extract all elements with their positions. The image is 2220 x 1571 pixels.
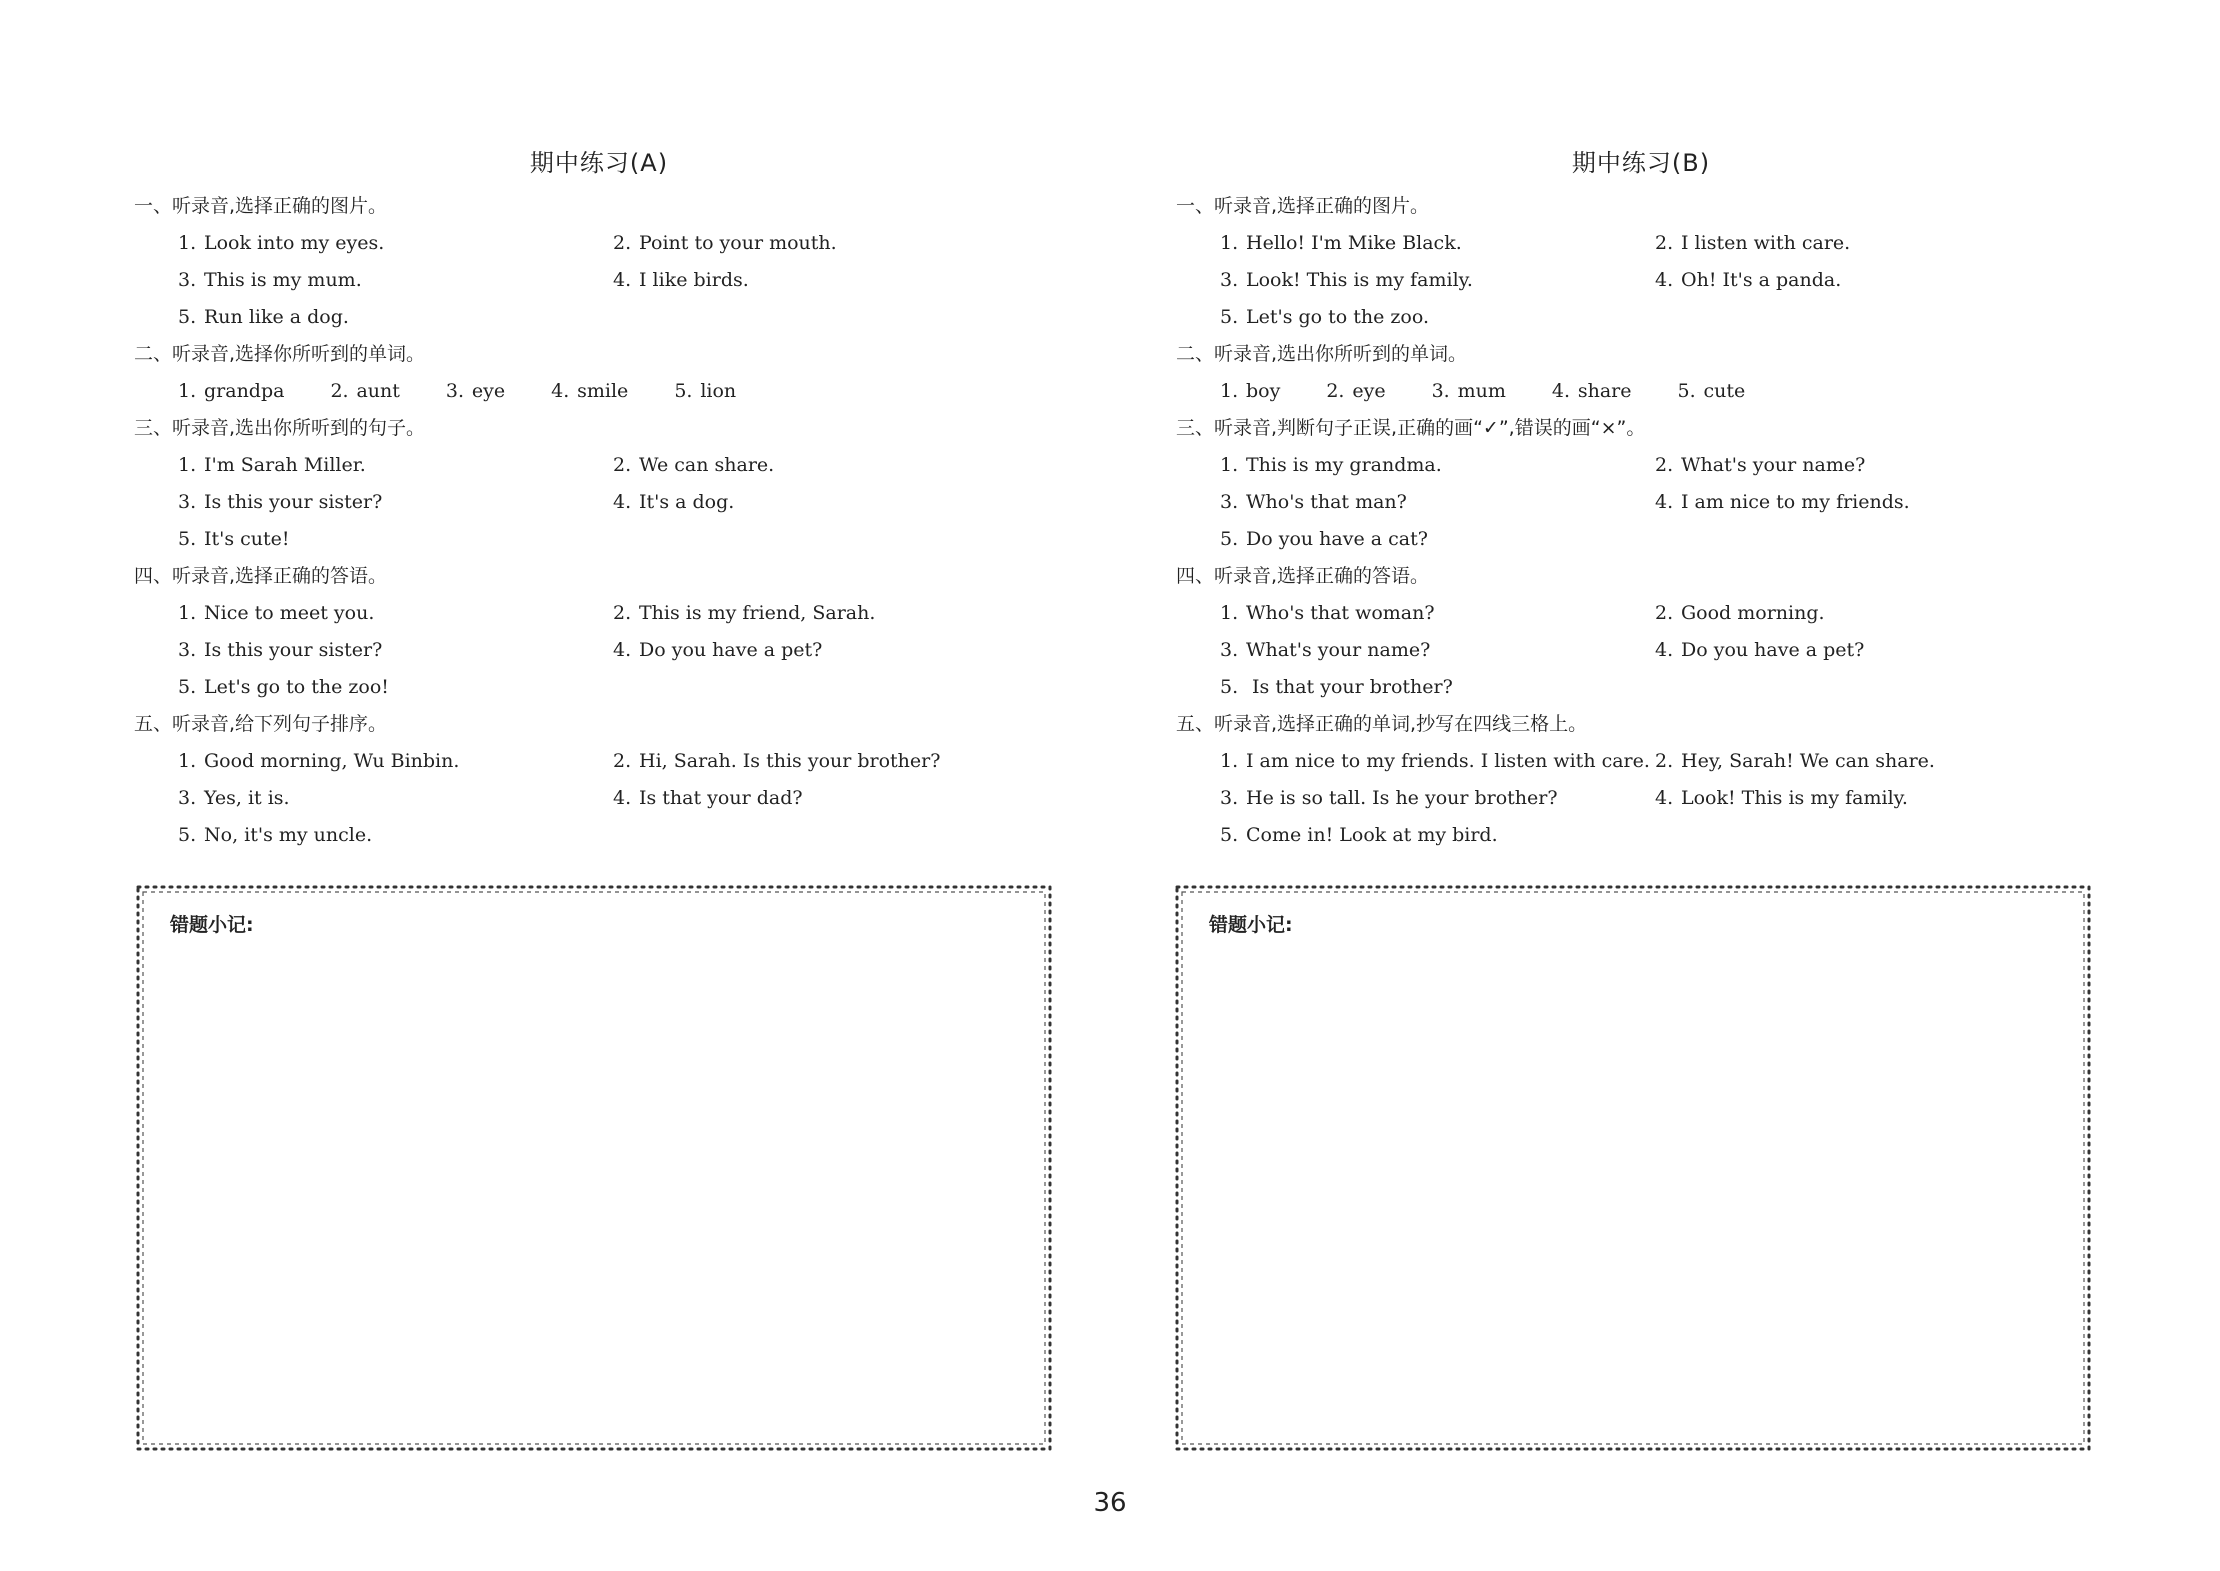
section-2	[1176, 336, 2106, 410]
question-text: lion	[700, 380, 737, 402]
question-text: Good morning.	[1681, 602, 1825, 624]
question-text: Good morning, Wu Binbin.	[204, 750, 460, 772]
question-item	[1655, 743, 2090, 780]
question-list	[1176, 373, 2106, 410]
question-number: 4.	[1655, 269, 1674, 291]
question-number: 2.	[613, 454, 632, 476]
question-number: 4.	[613, 787, 632, 809]
question-number: 2.	[330, 380, 349, 402]
question-item	[613, 632, 1048, 669]
question-number: 2.	[1655, 750, 1674, 772]
question-item	[1655, 262, 2090, 299]
question-number: 3.	[178, 491, 197, 513]
question-item	[613, 484, 1048, 521]
question-item	[446, 373, 505, 410]
question-item	[1655, 225, 2090, 262]
question-item	[613, 595, 1048, 632]
question-text: cute	[1703, 380, 1746, 402]
section-5	[134, 706, 1064, 854]
section-3	[1176, 410, 2106, 558]
question-number: 4.	[1655, 639, 1674, 661]
question-number: 5.	[178, 528, 197, 550]
question-number: 2.	[1655, 454, 1674, 476]
exercise-b	[1176, 138, 2106, 854]
question-number: 1.	[1220, 380, 1239, 402]
section-heading: 一、听录音,选择正确的图片。	[1176, 195, 1430, 217]
question-item	[1220, 373, 1280, 410]
question-text: Hello! I'm Mike Black.	[1246, 232, 1462, 254]
question-list	[134, 595, 1064, 706]
dotted-border	[134, 883, 1054, 1453]
question-item	[613, 262, 1048, 299]
section-heading: 五、听录音,选择正确的单词,抄写在四线三格上。	[1176, 713, 1588, 735]
question-number: 5.	[1220, 676, 1239, 698]
question-text: I'm Sarah Miller.	[204, 454, 366, 476]
question-text: Is that your brother?	[1246, 676, 1453, 698]
question-list	[134, 373, 1064, 410]
question-text: It's cute!	[204, 528, 290, 550]
question-number: 4.	[613, 269, 632, 291]
question-text: Hi, Sarah. Is this your brother?	[639, 750, 941, 772]
exercise-a	[134, 138, 1064, 854]
question-number: 3.	[1431, 380, 1450, 402]
question-text: What's your name?	[1246, 639, 1431, 661]
question-item	[178, 447, 613, 484]
question-item	[1655, 484, 2090, 521]
question-text: I am nice to my friends.	[1681, 491, 1910, 513]
question-number: 2.	[613, 232, 632, 254]
question-text: Run like a dog.	[204, 306, 349, 328]
question-item	[1220, 299, 1655, 336]
question-text: This is my mum.	[204, 269, 362, 291]
question-text: This is my friend, Sarah.	[639, 602, 876, 624]
question-item	[1220, 632, 1655, 669]
question-item	[1220, 817, 1655, 854]
exercise-a-sections	[134, 188, 1064, 854]
section-1	[134, 188, 1064, 336]
question-text: It's a dog.	[639, 491, 735, 513]
question-text: I like birds.	[639, 269, 749, 291]
question-number: 2.	[1655, 602, 1674, 624]
question-item	[178, 484, 613, 521]
question-item	[1220, 595, 1655, 632]
section-heading: 二、听录音,选出你所听到的单词。	[1176, 343, 1468, 365]
question-number: 2.	[613, 602, 632, 624]
question-number: 3.	[178, 269, 197, 291]
question-item	[1220, 669, 1655, 706]
exercise-b-title: 期中练习(B)	[1571, 149, 1711, 177]
mistake-notes-label: 错题小记:	[1209, 914, 1293, 936]
question-item	[178, 817, 613, 854]
question-item	[178, 299, 613, 336]
question-number: 5.	[1220, 528, 1239, 550]
question-text: Who's that woman?	[1246, 602, 1435, 624]
question-text: boy	[1246, 380, 1281, 402]
question-item	[178, 373, 284, 410]
question-text: mum	[1457, 380, 1506, 402]
question-text: Do you have a pet?	[1681, 639, 1865, 661]
mistake-notes-box-b[interactable]	[1173, 883, 2093, 1453]
question-text: Who's that man?	[1246, 491, 1407, 513]
question-item	[1220, 225, 1655, 262]
question-text: aunt	[356, 380, 400, 402]
section-heading: 五、听录音,给下列句子排序。	[134, 713, 388, 735]
question-list	[134, 743, 1064, 854]
question-number: 3.	[1220, 787, 1239, 809]
question-item	[1220, 262, 1655, 299]
question-number: 4.	[613, 491, 632, 513]
question-text: He is so tall. Is he your brother?	[1246, 787, 1558, 809]
question-item	[178, 225, 613, 262]
section-heading: 一、听录音,选择正确的图片。	[134, 195, 388, 217]
question-number: 2.	[1655, 232, 1674, 254]
question-number: 5.	[1220, 306, 1239, 328]
question-text: What's your name?	[1681, 454, 1866, 476]
mistake-notes-label: 错题小记:	[170, 914, 254, 936]
question-text: Is that your dad?	[639, 787, 803, 809]
question-item	[178, 595, 613, 632]
question-list	[1176, 225, 2106, 336]
question-text: Let's go to the zoo.	[1246, 306, 1430, 328]
question-text: This is my grandma.	[1246, 454, 1442, 476]
question-text: Hey, Sarah! We can share.	[1681, 750, 1935, 772]
question-item	[178, 780, 613, 817]
question-item	[613, 780, 1048, 817]
question-number: 5.	[1220, 824, 1239, 846]
question-number: 3.	[178, 787, 197, 809]
question-item	[178, 632, 613, 669]
question-text: eye	[471, 380, 506, 402]
question-item	[1655, 632, 2090, 669]
question-item	[178, 262, 613, 299]
question-number: 5.	[674, 380, 693, 402]
page-number: 36	[1093, 1488, 1127, 1518]
question-item	[1552, 373, 1632, 410]
question-item	[1432, 373, 1506, 410]
question-text: We can share.	[639, 454, 775, 476]
question-list	[1176, 743, 2106, 854]
question-number: 3.	[1220, 491, 1239, 513]
section-heading: 三、听录音,判断句子正误,正确的画“✓”,错误的画“×”。	[1176, 417, 1646, 439]
question-number: 4.	[551, 380, 570, 402]
question-number: 1.	[178, 454, 197, 476]
question-item	[330, 373, 399, 410]
question-item	[1220, 743, 1655, 780]
question-item	[1655, 447, 2090, 484]
question-text: Nice to meet you.	[204, 602, 375, 624]
question-number: 5.	[178, 676, 197, 698]
section-2	[134, 336, 1064, 410]
question-text: I am nice to my friends. I listen with care.	[1246, 750, 1650, 772]
question-text: Yes, it is.	[204, 787, 290, 809]
section-heading: 四、听录音,选择正确的答语。	[1176, 565, 1430, 587]
question-number: 1.	[178, 602, 197, 624]
question-number: 3.	[445, 380, 465, 402]
section-heading: 三、听录音,选出你所听到的句子。	[134, 417, 426, 439]
section-3	[134, 410, 1064, 558]
question-list	[1176, 595, 2106, 706]
question-number: 3.	[178, 639, 197, 661]
question-text: No, it's my uncle.	[204, 824, 373, 846]
question-item	[1220, 484, 1655, 521]
section-5	[1176, 706, 2106, 854]
question-text: Point to your mouth.	[639, 232, 837, 254]
question-text: smile	[577, 380, 629, 402]
question-number: 1.	[1220, 602, 1239, 624]
question-text: Come in! Look at my bird.	[1246, 824, 1498, 846]
question-number: 4.	[613, 639, 632, 661]
question-number: 5.	[178, 824, 197, 846]
question-item	[674, 373, 736, 410]
dotted-border	[1173, 883, 2093, 1453]
question-list	[134, 225, 1064, 336]
question-text: share	[1577, 380, 1632, 402]
question-text: Look into my eyes.	[204, 232, 385, 254]
question-number: 4.	[1655, 787, 1674, 809]
section-4	[1176, 558, 2106, 706]
question-text: Look! This is my family.	[1681, 787, 1908, 809]
question-item	[1220, 447, 1655, 484]
question-number: 3.	[1220, 269, 1239, 291]
question-text: Let's go to the zoo!	[204, 676, 389, 698]
question-item	[613, 225, 1048, 262]
question-number: 1.	[1220, 454, 1239, 476]
question-item	[178, 743, 613, 780]
question-item	[1326, 373, 1385, 410]
question-item	[1220, 780, 1655, 817]
question-text: Is this your sister?	[204, 491, 383, 513]
question-list	[1176, 447, 2106, 558]
exercise-a-title: 期中练习(A)	[529, 149, 669, 177]
question-number: 4.	[1551, 380, 1570, 402]
exercise-b-sections	[1176, 188, 2106, 854]
question-number: 1.	[178, 232, 197, 254]
question-number: 3.	[1220, 639, 1239, 661]
question-item	[1655, 595, 2090, 632]
question-text: Look! This is my family.	[1246, 269, 1473, 291]
question-text: Do you have a pet?	[639, 639, 823, 661]
question-item	[178, 669, 613, 706]
question-number: 2.	[613, 750, 632, 772]
question-item	[613, 743, 1048, 780]
question-number: 2.	[1326, 380, 1345, 402]
question-number: 1.	[178, 380, 197, 402]
question-number: 1.	[1220, 750, 1239, 772]
section-heading: 二、听录音,选择你所听到的单词。	[134, 343, 426, 365]
question-item	[613, 447, 1048, 484]
question-text: eye	[1352, 380, 1386, 402]
question-number: 5.	[178, 306, 197, 328]
section-heading: 四、听录音,选择正确的答语。	[134, 565, 388, 587]
question-number: 1.	[178, 750, 197, 772]
question-text: Is this your sister?	[204, 639, 383, 661]
question-text: grandpa	[204, 380, 285, 402]
question-number: 4.	[1655, 491, 1674, 513]
question-item	[551, 373, 628, 410]
question-item	[178, 521, 613, 558]
question-item	[1678, 373, 1746, 410]
question-number: 1.	[1220, 232, 1239, 254]
question-item	[1220, 521, 1655, 558]
question-text: Do you have a cat?	[1246, 528, 1428, 550]
question-number: 5.	[1677, 380, 1696, 402]
section-4	[134, 558, 1064, 706]
question-item	[1655, 780, 2090, 817]
question-text: I listen with care.	[1681, 232, 1851, 254]
mistake-notes-box-a[interactable]	[134, 883, 1054, 1453]
section-1	[1176, 188, 2106, 336]
question-text: Oh! It's a panda.	[1681, 269, 1842, 291]
question-list	[134, 447, 1064, 558]
